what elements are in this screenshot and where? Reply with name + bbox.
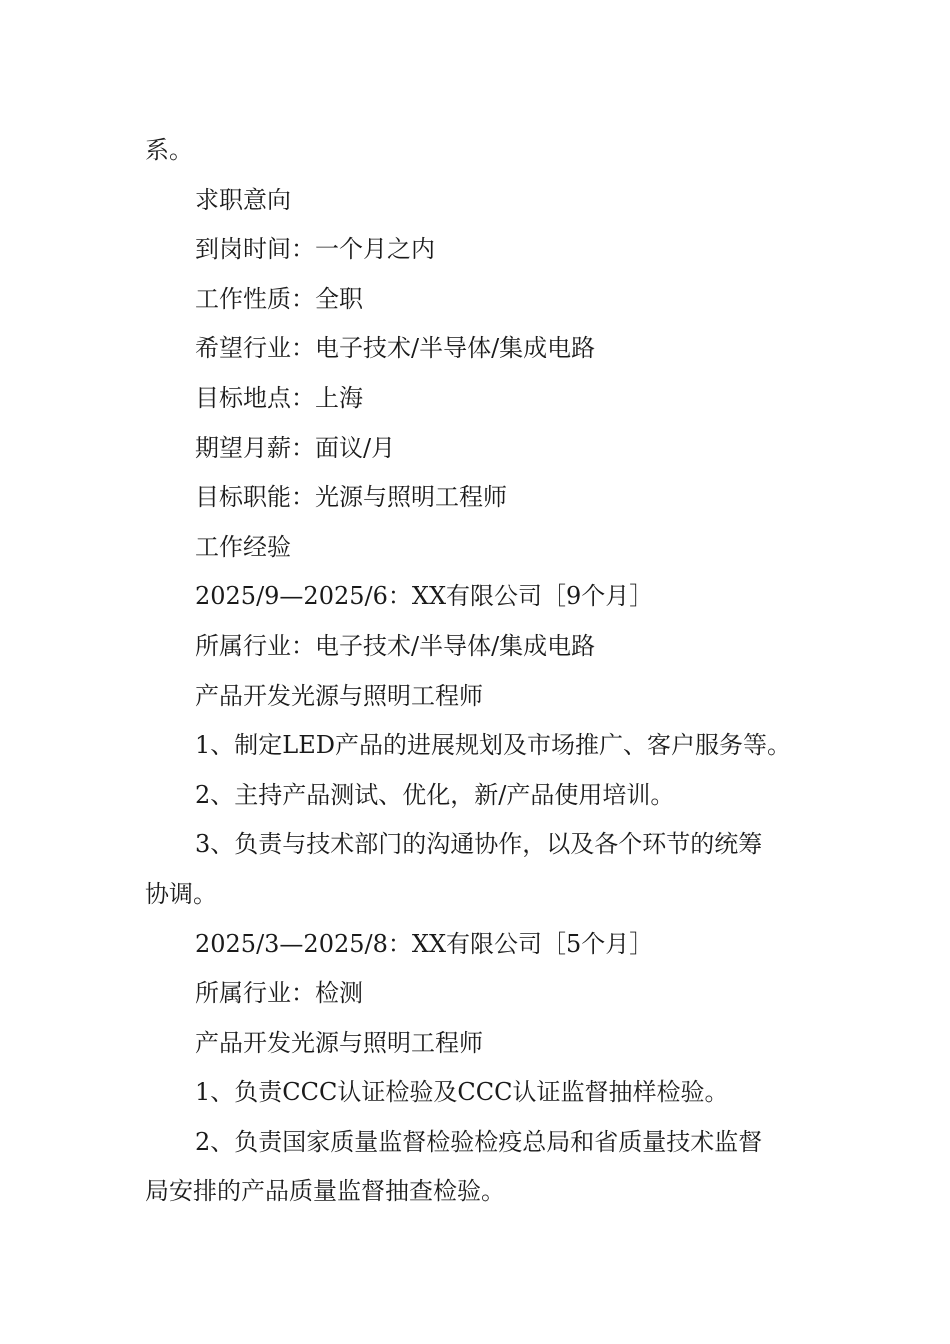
text-line: 期望月薪：面议/月 [195,433,396,462]
duty-item: 2、主持产品测试、优化，新/产品使用培训。 [195,780,675,809]
job-title-line: 产品开发光源与照明工程师 [195,1028,483,1057]
duty-item: 1、制定LED产品的进展规划及市场推广、客户服务等。 [195,731,791,760]
document-body [145,126,810,1217]
duty-item: 2、负责国家质量监督检验检疫总局和省质量技术监督 [195,1127,763,1156]
text-line: 到岗时间：一个月之内 [195,235,435,264]
section-heading-job-intent: 求职意向 [195,185,291,214]
text-line: 所属行业：电子技术/半导体/集成电路 [195,631,596,660]
text-line: 目标地点：上海 [195,383,363,412]
text-line: 目标职能：光源与照明工程师 [195,483,507,512]
text-line: 希望行业：电子技术/半导体/集成电路 [195,334,596,363]
job-title-line: 产品开发光源与照明工程师 [195,681,483,710]
text-line: 工作性质：全职 [195,284,363,313]
section-heading-work-experience: 工作经验 [195,532,291,561]
duty-item: 3、负责与技术部门的沟通协作，以及各个环节的统筹 [195,830,763,859]
text-line: 系。 [145,136,193,164]
job-period-line: 2025/9—2025/6：XX有限公司［9个月］ [195,582,654,611]
duty-item: 1、负责CCC认证检验及CCC认证监督抽样检验。 [195,1078,729,1107]
duty-item-continuation: 协调。 [145,879,217,908]
job-period-line: 2025/3—2025/8：XX有限公司［5个月］ [195,929,654,958]
text-line: 所属行业：检测 [195,979,363,1008]
duty-item-continuation: 局安排的产品质量监督抽查检验。 [145,1177,505,1206]
